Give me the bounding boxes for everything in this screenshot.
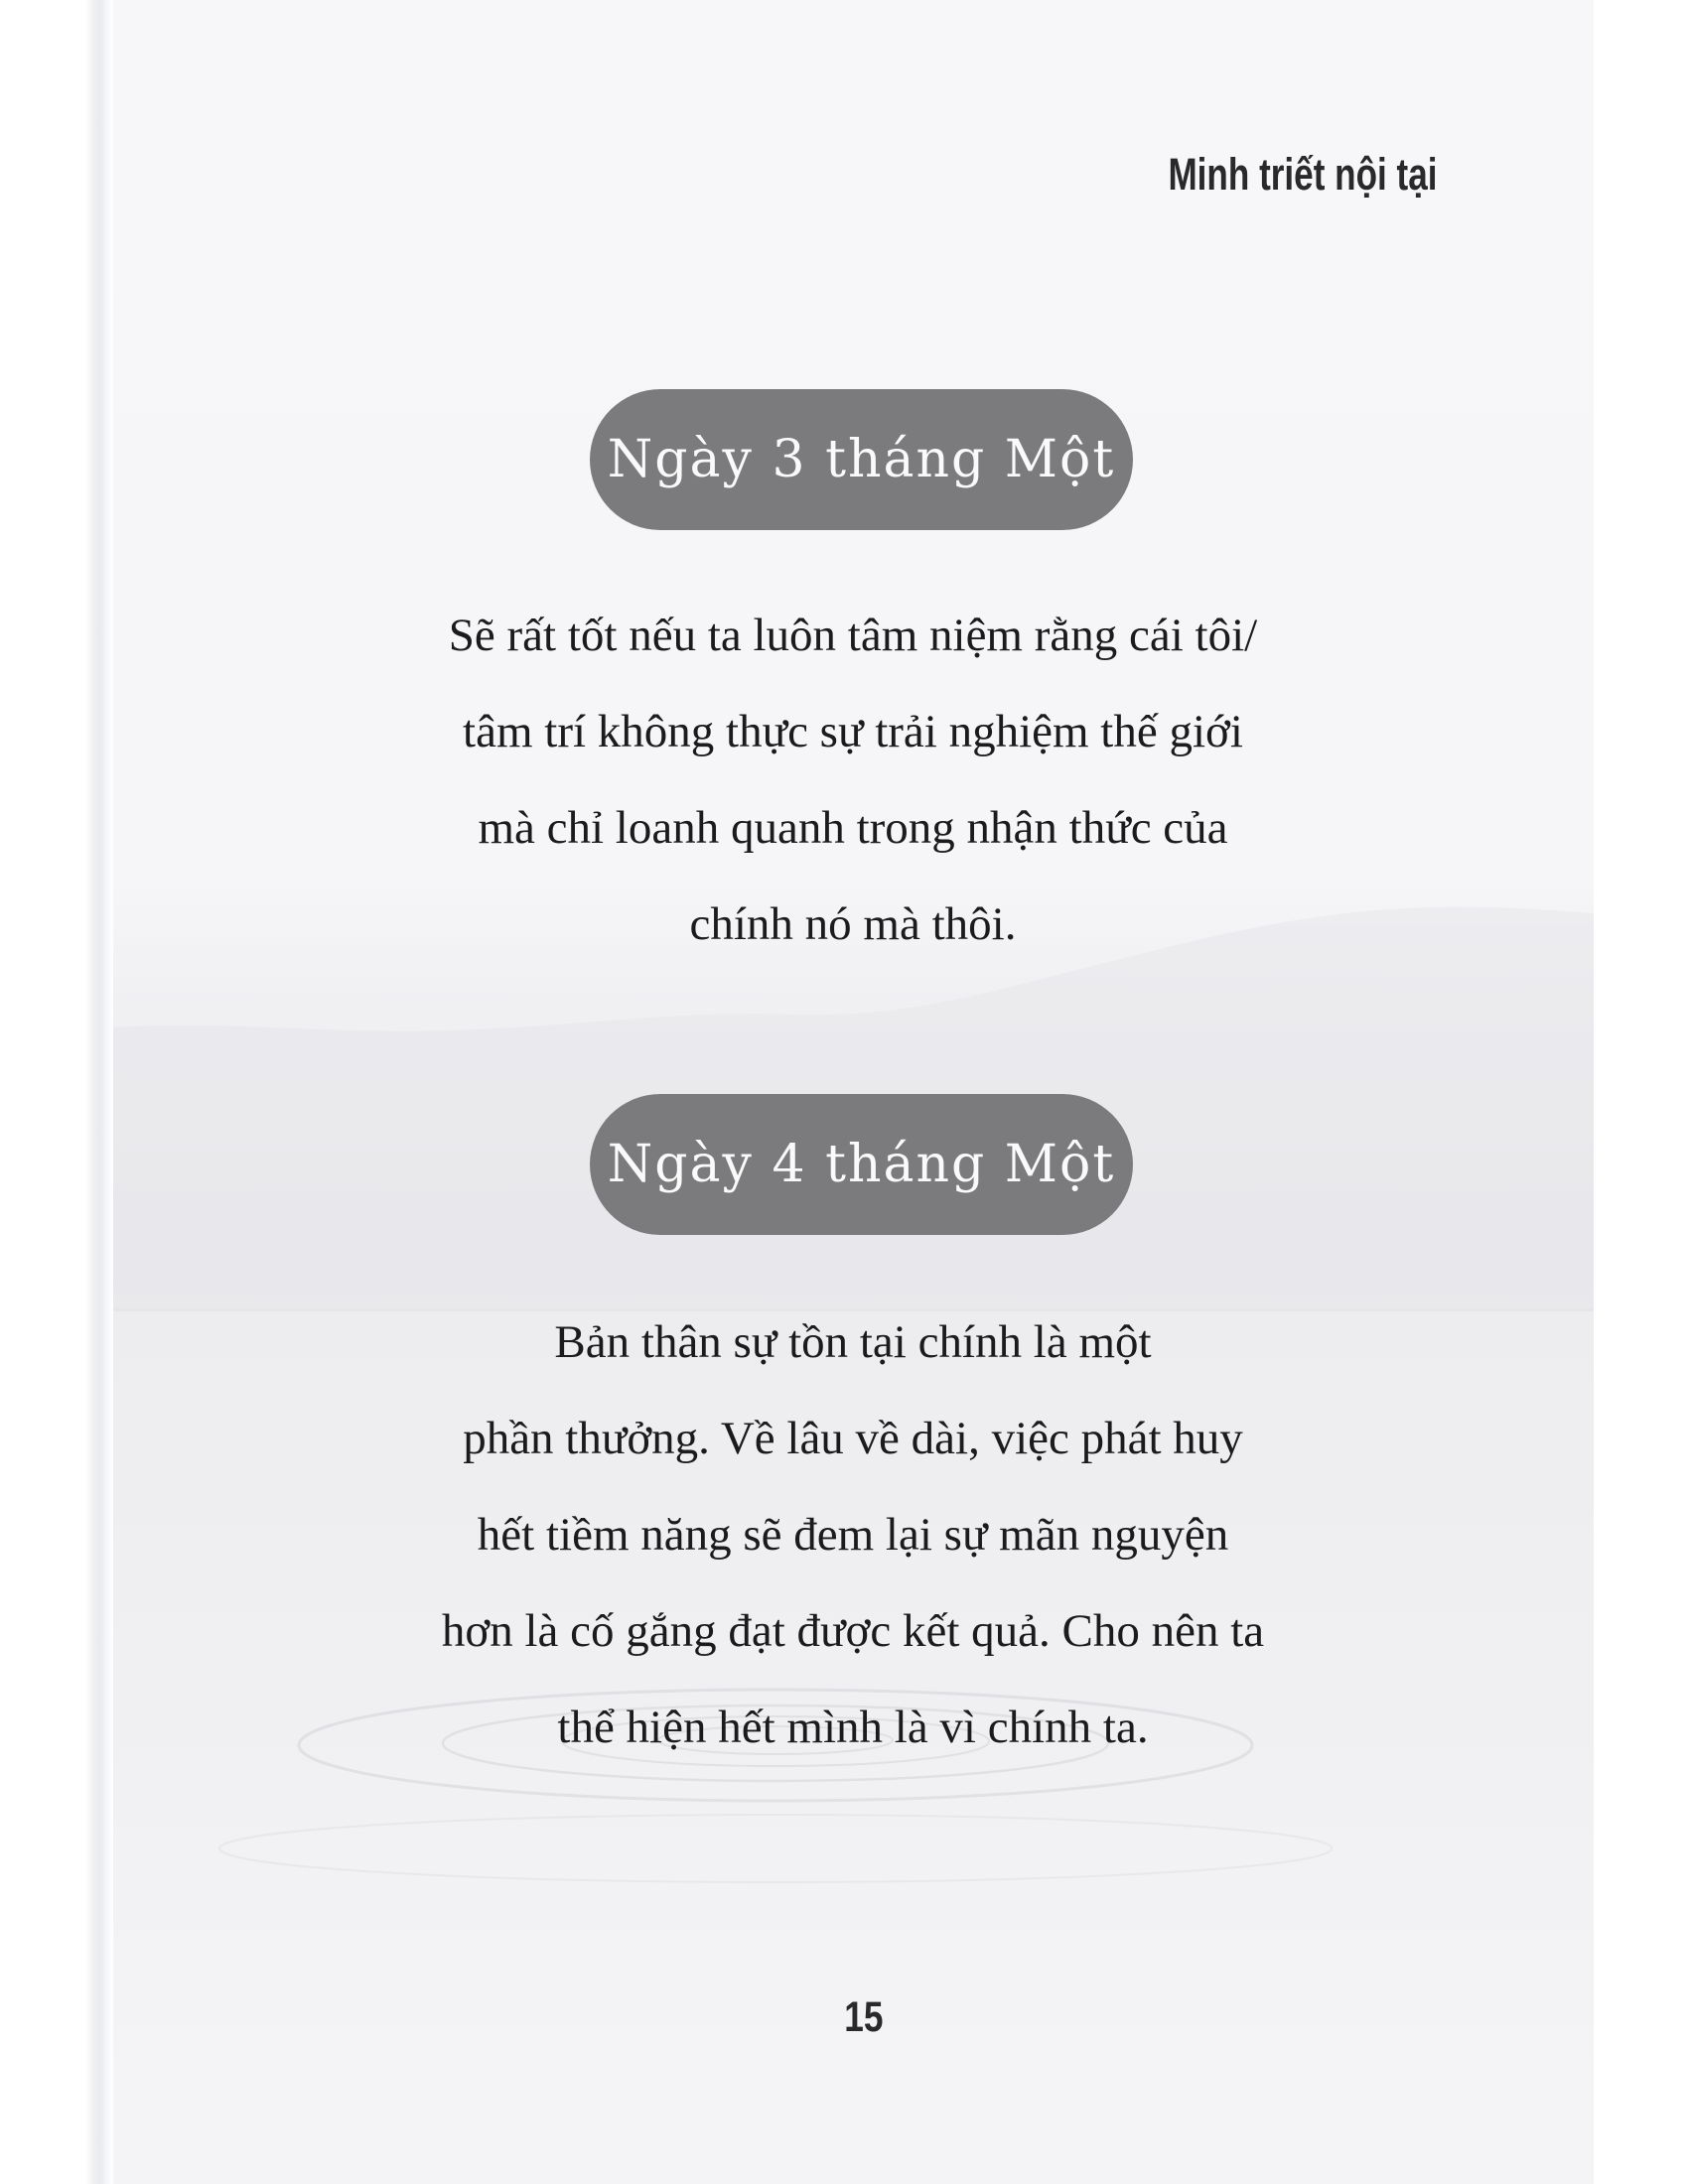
page-spine-edge [85, 0, 113, 2184]
date-badge-jan-4 [590, 1094, 1133, 1235]
quote-line: chính nó mà thôi. [689, 898, 1017, 950]
date-badge-label: Ngày 4 tháng Một [607, 1135, 1116, 1194]
quote-jan-3 [112, 588, 1594, 973]
date-badge-jan-3 [590, 389, 1133, 530]
page-number [123, 1993, 1605, 2042]
quote-line: thể hiện hết mình là vì chính ta. [557, 1702, 1149, 1753]
quote-line: Bản thân sự tồn tại chính là một [554, 1316, 1152, 1368]
landscape-illustration [112, 0, 1594, 2184]
date-badge-label: Ngày 3 tháng Một [607, 430, 1116, 489]
quote-line: hơn là cố gắng đạt được kết quả. Cho nên ta [441, 1605, 1265, 1657]
running-header [1092, 149, 1437, 201]
lake-photo-background [112, 0, 1594, 2184]
running-header-text: Minh triết nội tại [1167, 149, 1437, 200]
quote-line: hết tiềm năng sẽ đem lại sự mãn nguyện [477, 1509, 1229, 1561]
quote-line: mà chỉ loanh quanh trong nhận thức của [478, 802, 1228, 854]
quote-line: Sẽ rất tốt nếu ta luôn tâm niệm rằng cái tôi/ [448, 610, 1258, 661]
quote-jan-4 [112, 1295, 1594, 1776]
page-number-text: 15 [844, 1993, 884, 2041]
quote-line: phần thưởng. Về lâu về dài, việc phát huy [463, 1413, 1243, 1464]
quote-line: tâm trí không thực sự trải nghiệm thế giới [463, 706, 1243, 757]
